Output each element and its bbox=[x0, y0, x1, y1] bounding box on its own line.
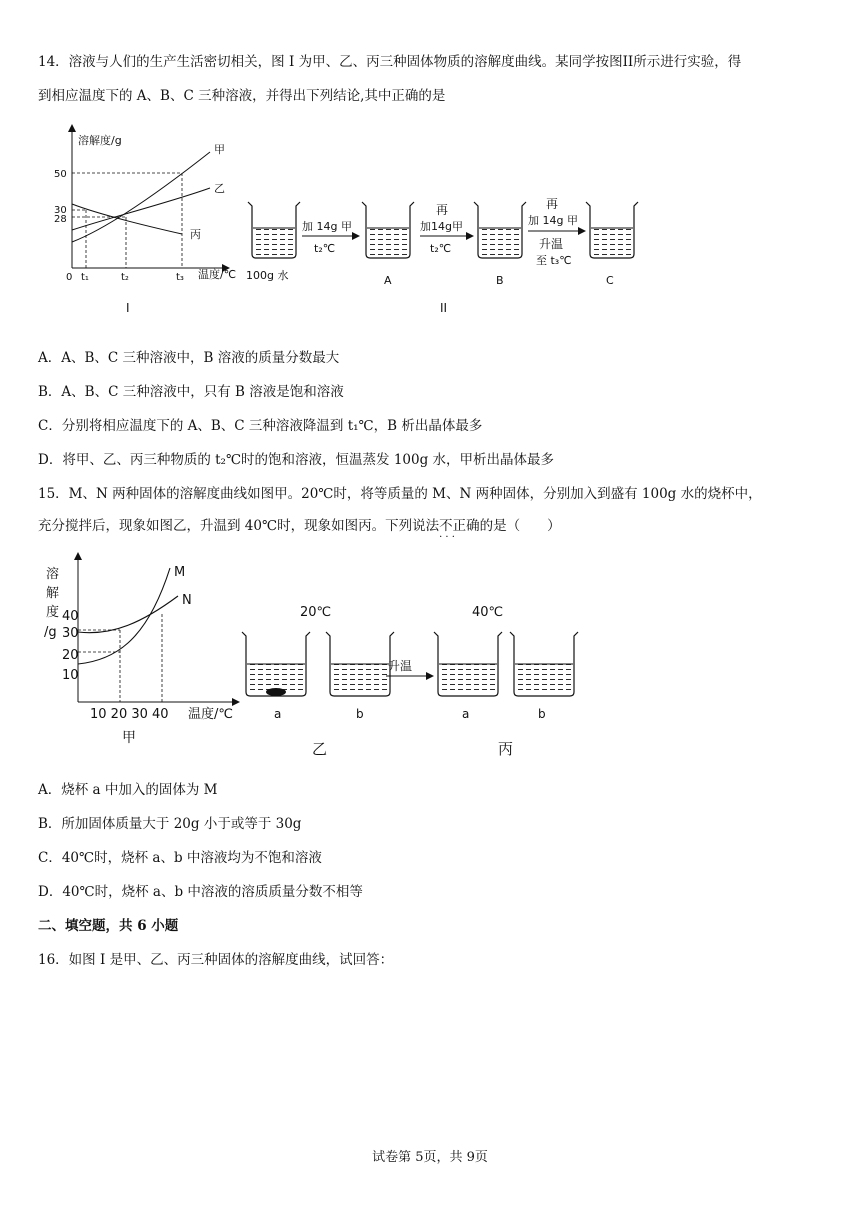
arrow3-bottom2: 至 t₃℃ bbox=[536, 254, 572, 267]
tick-x-t1: t₁ bbox=[81, 272, 89, 283]
q14-figure-2 bbox=[240, 118, 650, 318]
q14-option-d: D．将甲、乙、丙三种物质的 t₂℃时的饱和溶液，恒温蒸发 100g 水，甲析出晶体最多 bbox=[38, 452, 555, 468]
tick-x-t3: t₃ bbox=[176, 272, 184, 283]
y-axis-label: 溶解度/g bbox=[78, 134, 122, 147]
q15-stem-line1: 15．M、N 两种固体的溶解度曲线如图甲。20℃时，将等质量的 M、N 两种固体，分别加入到盛有 100g 水的烧杯中， bbox=[38, 486, 762, 502]
q16-stem: 16．如图 I 是甲、乙、丙三种固体的溶解度曲线，试回答： bbox=[38, 952, 394, 968]
arrow2-top1: 再 bbox=[436, 203, 449, 217]
beaker-bing-a bbox=[434, 632, 502, 696]
arrow-label-heat: 升温 bbox=[388, 659, 413, 673]
y-label-2: 解 bbox=[46, 586, 60, 601]
curve-yi bbox=[72, 188, 210, 230]
figure-1-caption: I bbox=[126, 301, 130, 315]
x-axis-label: 温度/℃ bbox=[198, 268, 237, 281]
section-heading-fill-in: 二、填空题，共 6 小题 bbox=[38, 918, 179, 934]
beaker-b bbox=[474, 202, 526, 258]
beaker-c-label: C bbox=[606, 274, 614, 287]
q15-option-a: A．烧杯 a 中加入的固体为 M bbox=[38, 782, 218, 798]
emphasis-not-correct: 不正确 · · · bbox=[439, 518, 480, 534]
x-axis-label: 温度/℃ bbox=[188, 707, 233, 722]
beaker-water-label: 100g 水 bbox=[246, 269, 289, 282]
q14-option-a: A．A、B、C 三种溶液中，B 溶液的质量分数最大 bbox=[38, 350, 340, 366]
curve-label-jia: 甲 bbox=[214, 143, 225, 156]
q14-figure-1 bbox=[48, 118, 248, 318]
curve-bing bbox=[72, 204, 182, 234]
figure-2-caption: II bbox=[440, 301, 448, 315]
tick-x-0: 0 bbox=[66, 272, 73, 283]
q15-stem-line2: 充分搅拌后，现象如图乙，升温到 40℃时，现象如图丙。下列说法不正确 · · ·的是（ ） bbox=[38, 514, 828, 534]
beaker-c bbox=[586, 202, 638, 258]
tick-y-10: 10 bbox=[62, 668, 79, 683]
tick-x-values: 10 20 30 40 bbox=[90, 707, 169, 722]
curve-m bbox=[78, 568, 170, 664]
bing-temp: 40℃ bbox=[472, 605, 504, 620]
arrow3-bottom1: 升温 bbox=[539, 237, 564, 251]
yi-label-a: a bbox=[274, 707, 282, 721]
q14-stem-line2: 到相应温度下的 A、B、C 三种溶液，并得出下列结论,其中正确的是 bbox=[38, 88, 446, 104]
q15-figure-yi-bing bbox=[236, 596, 586, 756]
q15-option-b: B．所加固体质量大于 20g 小于或等于 30g bbox=[38, 816, 302, 832]
arrow3-top2: 加 14g 甲 bbox=[528, 214, 578, 227]
beaker-yi-a bbox=[242, 632, 310, 696]
bing-label-a: a bbox=[462, 707, 470, 721]
curve-n bbox=[78, 596, 178, 633]
tick-y-20: 20 bbox=[62, 648, 79, 663]
curve-label-n: N bbox=[182, 593, 192, 608]
beaker-a bbox=[362, 202, 414, 258]
beaker-a-label: A bbox=[384, 274, 392, 287]
q14-option-b: B．A、B、C 三种溶液中，只有 B 溶液是饱和溶液 bbox=[38, 384, 344, 400]
q14-stem-line1: 14．溶液与人们的生产生活密切相关，图 I 为甲、乙、丙三种固体物质的溶解度曲线。某同学按图II所示进行实验，得 bbox=[38, 54, 742, 70]
y-label-4: /g bbox=[44, 625, 57, 640]
figure-yi-caption: 乙 bbox=[312, 740, 328, 756]
bing-label-b: b bbox=[538, 707, 546, 721]
beaker-yi-b bbox=[326, 632, 394, 696]
tick-y-30: 30 bbox=[54, 205, 67, 216]
figure-bing-caption: 丙 bbox=[498, 740, 514, 756]
beaker-b-label: B bbox=[496, 274, 504, 287]
y-label-3: 度 bbox=[46, 605, 60, 620]
arrow1-bottom: t₂℃ bbox=[314, 242, 336, 255]
q15-option-c: C．40℃时，烧杯 a、b 中溶液均为不饱和溶液 bbox=[38, 850, 322, 866]
arrow3-top1: 再 bbox=[546, 197, 559, 211]
tick-y-28: 28 bbox=[54, 214, 67, 225]
q15-option-d: D．40℃时，烧杯 a、b 中溶液的溶质质量分数不相等 bbox=[38, 884, 363, 900]
beaker-bing-b bbox=[510, 632, 578, 696]
q14-option-c: C．分别将相应温度下的 A、B、C 三种溶液降温到 t₁℃，B 析出晶体最多 bbox=[38, 418, 483, 434]
beaker-water bbox=[248, 202, 300, 258]
undissolved-solid bbox=[266, 688, 286, 696]
curve-label-bing: 丙 bbox=[190, 228, 201, 241]
tick-y-40: 40 bbox=[62, 609, 79, 624]
tick-y-50: 50 bbox=[54, 169, 67, 180]
y-label-1: 溶 bbox=[46, 567, 60, 582]
q15-figure-jia bbox=[38, 552, 248, 752]
page-footer: 试卷第 5页，共 9页 bbox=[372, 1150, 488, 1165]
tick-x-t2: t₂ bbox=[121, 272, 129, 283]
curve-label-m: M bbox=[174, 565, 186, 580]
tick-y-30: 30 bbox=[62, 626, 79, 641]
curve-label-yi: 乙 bbox=[214, 182, 225, 195]
arrow2-top2: 加14g甲 bbox=[420, 220, 463, 233]
figure-jia-caption: 甲 bbox=[122, 730, 136, 746]
yi-label-b: b bbox=[356, 707, 364, 721]
arrow2-bottom: t₂℃ bbox=[430, 242, 452, 255]
arrow1-top: 加 14g 甲 bbox=[302, 220, 352, 233]
yi-temp: 20℃ bbox=[300, 605, 332, 620]
